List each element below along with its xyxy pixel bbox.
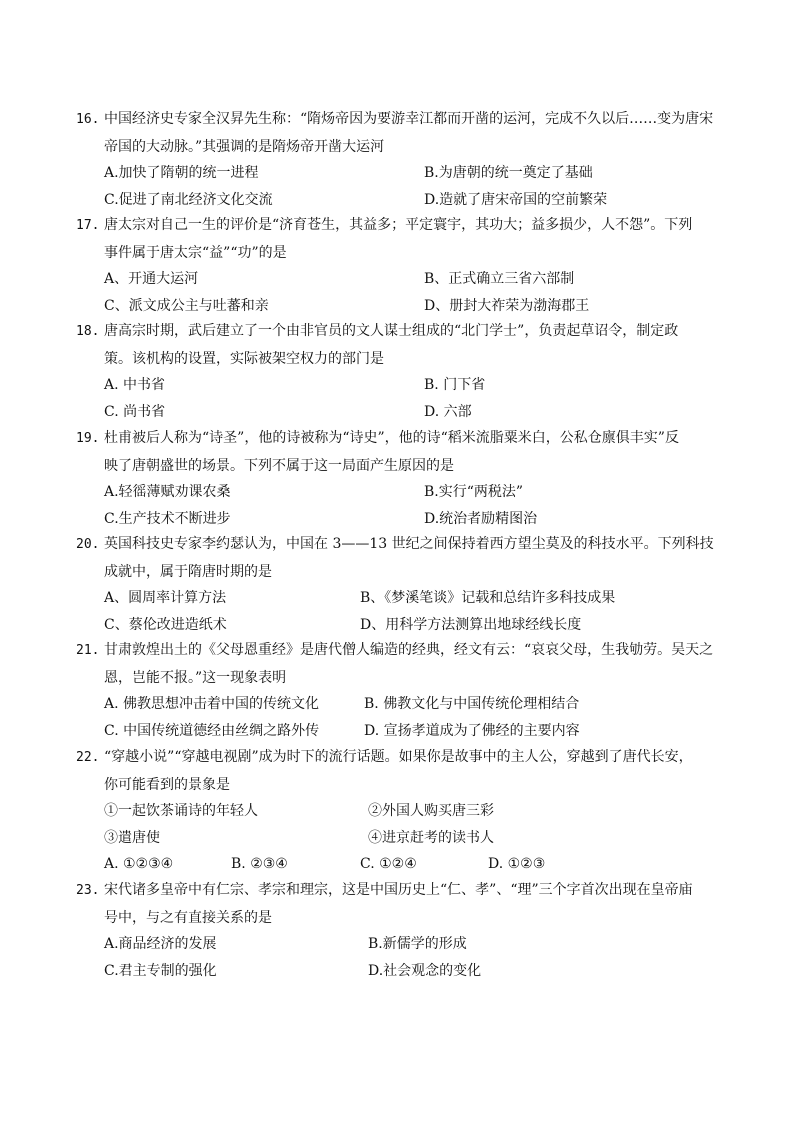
option-a[interactable]: A. 中书省 [104, 377, 166, 393]
option-row [76, 718, 726, 745]
option-row [76, 187, 726, 214]
option-a[interactable]: A.轻徭薄赋劝课农桑 [104, 484, 231, 500]
stem-line: 宋代诸多皇帝中有仁宗、孝宗和理宗，这是中国历史上“仁、孝”、“理”三个字首次出现在皇帝庙 [104, 882, 693, 898]
question-number: 23. [76, 883, 100, 898]
option-d[interactable]: D、用科学方法测算出地球经线长度 [360, 616, 582, 633]
option-d[interactable]: D. ①②③ [488, 856, 546, 872]
question-16 [76, 106, 726, 213]
stem-line-continued: 策。该机构的设置，实际被架空权力的部门是 [104, 350, 384, 367]
question-stem [76, 531, 726, 559]
option-b[interactable]: B. ②③④ [231, 856, 288, 872]
question-stem [76, 637, 726, 665]
statement-4: ④进京赶考的读书人 [368, 829, 494, 846]
option-a[interactable]: A.商品经济的发展 [104, 936, 217, 952]
question-number: 18. [76, 324, 100, 339]
question-21 [76, 637, 726, 744]
option-b[interactable]: B.为唐朝的统一奠定了基础 [424, 165, 593, 181]
option-row [76, 585, 726, 612]
question-number: 22. [76, 750, 100, 765]
stem-line-continued: 号中，与之有直接关系的是 [104, 909, 272, 926]
option-c[interactable]: C、派文成公主与吐蕃和亲 [104, 297, 269, 314]
option-d[interactable]: D.统治者励精图治 [424, 510, 538, 527]
option-d[interactable]: D、册封大祚荣为渤海郡王 [424, 297, 590, 314]
stem-line: 甘肃敦煌出土的《父母恩重经》是唐代僧人编造的经典，经文有云：“哀哀父母，生我劬劳。吴天之 [104, 642, 714, 658]
stem-line: 唐太宗对自己一生的评价是“济育苍生，其益多；平定寰宇，其功大；益多损少，人不怨”。下列 [104, 217, 693, 233]
option-b[interactable]: B.实行“两税法” [424, 484, 524, 500]
question-number: 20. [76, 537, 100, 552]
question-stem [76, 318, 726, 346]
question-stem [76, 425, 726, 453]
option-c[interactable]: C. ①②④ [360, 856, 417, 872]
question-number: 17. [76, 218, 100, 233]
option-c[interactable]: C. 尚书省 [104, 403, 166, 420]
option-row [76, 851, 726, 878]
option-d[interactable]: D.社会观念的变化 [368, 962, 482, 979]
statement-1: ①一起饮茶诵诗的年轻人 [104, 803, 258, 819]
option-d[interactable]: D. 六部 [424, 403, 472, 420]
question-stem [76, 212, 726, 240]
option-a[interactable]: A、开通大运河 [104, 271, 199, 287]
question-18 [76, 318, 726, 425]
question-number: 16. [76, 112, 100, 127]
question-17 [76, 212, 726, 319]
question-20 [76, 531, 726, 638]
stem-line-continued: 映了唐朝盛世的场景。下列不属于这一局面产生原因的是 [104, 457, 454, 474]
option-row [76, 399, 726, 426]
statement-3: ③遣唐使 [104, 829, 160, 846]
option-b[interactable]: B. 佛教文化与中国传统伦理相结合 [364, 696, 580, 712]
option-c[interactable]: C.生产技术不断进步 [104, 510, 231, 527]
option-c[interactable]: C.君主专制的强化 [104, 962, 217, 979]
stem-line: 英国科技史专家李约瑟认为，中国在 3——13 世纪之间保持着西方望尘莫及的科技水平。下列科技 [104, 536, 714, 552]
option-b[interactable]: B、《梦溪笔谈》记载和总结许多科技成果 [360, 590, 616, 606]
question-19 [76, 425, 726, 532]
stem-line-continued: 帝国的大动脉。”其强调的是隋炀帝开凿大运河 [104, 138, 385, 155]
stem-line-continued: 事件属于唐太宗“益”“功”的是 [104, 244, 287, 261]
option-b[interactable]: B. 门下省 [424, 377, 486, 393]
stem-line-continued: 恩，岂能不报。”这一现象表明 [104, 669, 287, 686]
stem-line-continued: 成就中，属于隋唐时期的是 [104, 563, 272, 580]
option-c[interactable]: C. 中国传统道德经由丝绸之路外传 [104, 722, 320, 739]
option-a[interactable]: A.加快了隋朝的统一进程 [104, 165, 259, 181]
option-row [76, 691, 726, 718]
option-d[interactable]: D.造就了唐宋帝国的空前繁荣 [424, 191, 608, 208]
option-row [76, 160, 726, 187]
question-number: 21. [76, 643, 100, 658]
option-row [76, 506, 726, 533]
option-row [76, 293, 726, 320]
option-row [76, 931, 726, 958]
option-c[interactable]: C、蔡伦改进造纸术 [104, 616, 227, 633]
option-d[interactable]: D. 宣扬孝道成为了佛经的主要内容 [364, 722, 580, 739]
stem-line: 唐高宗时期，武后建立了一个由非官员的文人谋士组成的“北门学士”，负责起草诏令，制定政 [104, 323, 679, 339]
question-number: 19. [76, 431, 100, 446]
statement-2: ②外国人购买唐三彩 [368, 803, 494, 819]
option-a[interactable]: A. 佛教思想冲击着中国的传统文化 [104, 696, 320, 712]
option-a[interactable]: A. ①②③④ [104, 856, 174, 872]
option-b[interactable]: B.新儒学的形成 [368, 936, 467, 952]
question-22 [76, 744, 726, 878]
question-stem [76, 877, 726, 905]
stem-line-continued: 你可能看到的景象是 [104, 776, 230, 793]
question-23 [76, 877, 726, 984]
option-row [76, 612, 726, 639]
option-row [76, 266, 726, 293]
option-row [76, 372, 726, 399]
stem-line: 杜甫被后人称为“诗圣”，他的诗被称为“诗史”，他的诗“稻米流脂粟米白，公私仓廪俱丰实”反 [104, 430, 679, 446]
stem-line: 中国经济史专家全汉昇先生称：“隋炀帝因为要游幸江都而开凿的运河，完成不久以后……变为唐宋 [104, 111, 714, 127]
option-c[interactable]: C.促进了南北经济文化交流 [104, 191, 273, 208]
question-stem [76, 744, 726, 772]
option-a[interactable]: A、圆周率计算方法 [104, 590, 227, 606]
option-row [76, 479, 726, 506]
statement-row [76, 798, 726, 825]
stem-line: “穿越小说”“穿越电视剧”成为时下的流行话题。如果你是故事中的主人公，穿越到了唐代长安， [104, 749, 693, 765]
option-row [76, 958, 726, 985]
statement-row [76, 825, 726, 852]
option-b[interactable]: B、正式确立三省六部制 [424, 271, 575, 287]
question-stem [76, 106, 726, 134]
